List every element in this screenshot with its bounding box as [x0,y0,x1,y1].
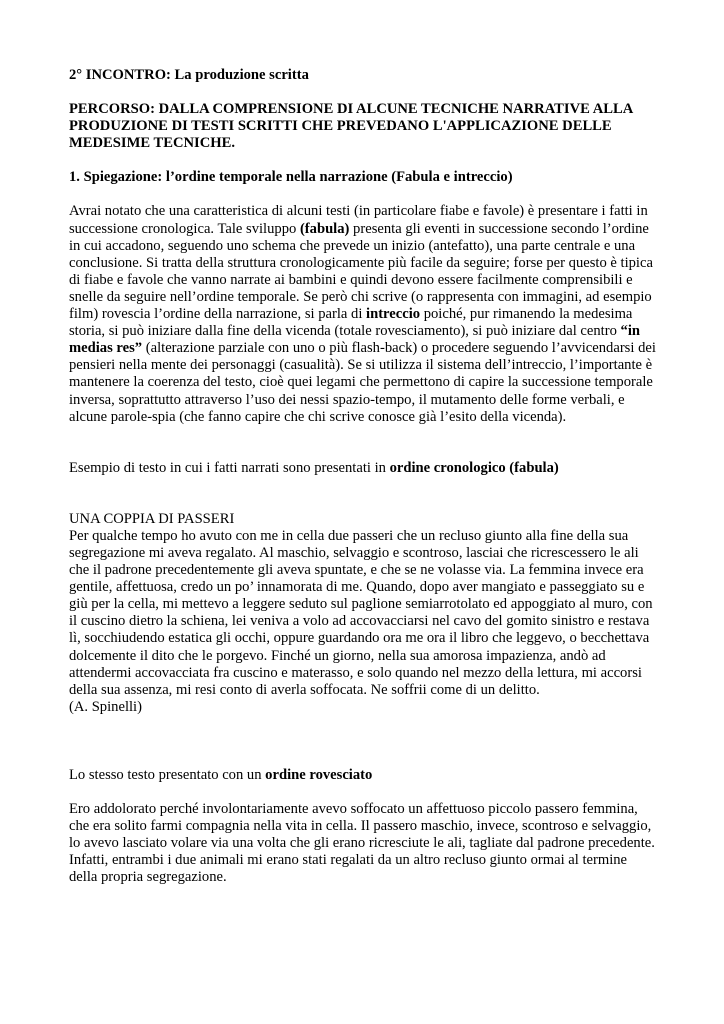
example2-intro-bold: ordine rovesciato [265,766,373,783]
example1-intro-text: Esempio di testo in cui i fatti narrati sono presentati in [69,459,390,476]
story-author: (A. Spinelli) [69,698,142,715]
percorso-heading: PERCORSO: DALLA COMPRENSIONE DI ALCUNE TECNICHE NARRATIVE ALLA PRODUZIONE DI TESTI SCRITTI CHE PREVEDANO L'APPLICAZIONE DELLE MEDESIME TECNICHE. [69,101,633,152]
explanation-text-3: poiché, pur rimanendo la medesima storia, si può iniziare dalla fine della vicenda (totale rovesciamento), si può iniziare dal centro [69,306,633,340]
story-body: Per qualche tempo ho avuto con me in cella due passeri che un recluso giunto alla fine della sua segregazione mi aveva regalato. Al maschio, selvaggio e scontroso, lasciai che ricrescessero le ali che il padrone precedentemente gli aveva spuntate, e che se ne volasse via. La femmina invece era gentile, affettuosa, credo un po’ innamorata di me. Quando, dopo aver mangiato e passeggiato su e giù per la cella, mi mettevo a leggere seduto sul paglione semiarrotolato ed appoggiato al muro, con il cuscino dietro la schiena, lei veniva a volo ad accovacciarsi nel cavo del gomito sinistro e restava lì, socchiudendo estatica gli occhi, oppure guardando ora me ora il libro che leggevo, o becchettava dolcemente il dito che le porgevo. Finché un giorno, nella sua amorosa impazienza, andò ad attendermi accovacciata fra cuscino e materasso, e solo quando nel mezzo della lettura, mi accorsi della sua assenza, mi resi conto di averla soffocata. Ne soffrii come di un delitto. [69,527,653,698]
example1-intro-bold: ordine cronologico (fabula) [389,459,559,476]
intreccio-term: intreccio [366,306,421,323]
example-chronological-intro [69,460,659,477]
fabula-term: (fabula) [299,220,350,237]
explanation-text-4: (alterazione parziale con uno o più flash-back) o procedere seguendo l’avvicendarsi dei pensieri nella mente dei personaggi (casualità). Se si utilizza il sistema dell’intreccio, l’importante è mantenere la coerenza del testo, cioè quei legami che permettono di capire la successione temporale inversa, soprattutto attraverso l’uso dei nessi spazio-tempo, il mutamento delle forme verbali, e alcune parole-spia (che fanno capire che chi scrive conosce già l’esito della vicenda). [69,340,656,425]
page-heading: 2° INCONTRO: La produzione scritta [69,67,309,83]
story-title: UNA COPPIA DI PASSERI [69,510,235,527]
reversed-text: Ero addolorato perché involontariamente avevo soffocato un affettuoso piccolo passero femmina, che era solito farmi compagnia nella vita in cella. Il passero maschio, invece, scontroso e selvaggio, lo avevo lasciato volare via una volta che gli erano ricresciute le ali, tagliate dal padrone precedente. Infatti, entrambi i due animali mi erano stati regalati da un altro recluso giunto ormai al termine della propria segregazione. [69,801,655,886]
explanation-text-2: presenta gli eventi in successione secondo l’ordine in cui accadono, seguendo uno schema che prevede un inizio (antefatto), una parte centrale e una conclusione. Si tratta della struttura cronologicamente più facile da seguire; forse per questo è tipica di fiabe e favole che vanno narrate ai bambini e quindi devono essere facilmente comprensibili e snelle da seguire nell’ordine temporale. Se però chi scrive (o rappresenta con immagini, ad esempio film) rovescia l’ordine della narrazione, si parla di [69,220,653,323]
document-page [69,67,659,886]
example2-intro-text: Lo stesso testo presentato con un [69,766,266,783]
explanation-text-1: Avrai notato che una caratteristica di alcuni testi (in particolare fiabe e favole) è presentare i fatti in successione cronologica. Tale sviluppo [69,203,648,237]
in-medias-res-term: “in medias res” [69,323,640,357]
section-title: 1. Spiegazione: l’ordine temporale nella narrazione (Fabula e intreccio) [69,169,513,186]
explanation-paragraph [69,203,659,425]
example-reversed-intro [69,767,659,784]
